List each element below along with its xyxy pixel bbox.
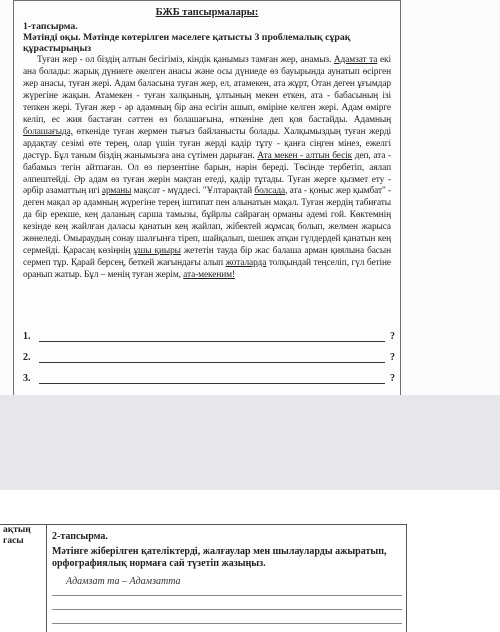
worksheet-page-2 — [0, 490, 500, 631]
answer-line — [39, 383, 385, 384]
passage-text: толқындай теңселіп, гүл бетіне оранып жатыр. Бұл – менің туған жерім, — [23, 258, 391, 281]
passage-text: мақсат - мүддесі. "Ұлтарақтай — [131, 186, 255, 197]
passage-underlined: ата-мекеним! — [183, 270, 236, 281]
passage-underlined: Адамзат та — [333, 55, 378, 65]
passage-text: жететін тауда бір жас балаша арман қиялына басын сермеп тұр. Қарай берсең, беткей жағындағы алып — [23, 246, 391, 269]
writing-line[interactable] — [52, 595, 402, 596]
reading-passage — [23, 55, 391, 282]
passage-underlined: болсада — [254, 186, 286, 197]
answer-line — [39, 362, 385, 363]
left-cell-text: гасы — [3, 536, 24, 546]
passage-underlined: жоталарда — [225, 258, 267, 269]
passage-underlined: арманы — [101, 186, 132, 197]
task-2-instruction: Мәтінге жіберілген қателіктерді, жалғаулар мен шылауларды ажыратып, орфографиялық нормаға сай түзетіп жазыңыз. — [52, 546, 387, 569]
passage-text: , ата - қоныс жер қымбат" - деген мақал әр адамның жүрегіне терең іштипат пен алынатын мақал. Туған жердің табиғаты да бір ерекше, кең даланың сарша тамызы, бұйрлы сайрағаң орманы әдемі гой. Көктемнің кезінде кең жайлған даласы қанатын кең жайлап, жібектей жұмсақ болып, желмен жарыса жөнеледі. Омыраудың сонау шалғынға тіреп, шайқалып, шешек атқан гүлдердей қанатын кең сермейді. Қарасаң көзіңнің — [23, 186, 392, 257]
task-1-heading — [23, 21, 393, 54]
task-1-box — [13, 0, 401, 396]
page-gap — [0, 395, 500, 490]
passage-text: деп, ата - бабамыз тегін айтпаған. Ол өз перзентіне барын, нәрін береді. Төсінде тербетіп, аялап әлпештейді. Әр адам өз туған жерін мақтан етеді, қадір тұтады. Туған жерге қызмет ету - әрбір азаматтың игі — [23, 150, 391, 197]
answer-line — [39, 341, 385, 342]
passage-text: өткеніде туған жермен тығыз байланысты болады. Халқымыздың туған жерді ардақтау сезімі өте терең, олар үшін туған жерді кадір тұту - қанға сіңген мінез, ежелгі дәстүр. Бұл таным біздің жанымызға ана сүтімен дарыған. — [23, 126, 391, 161]
task-1-label: 1-тапсырма. — [23, 21, 78, 32]
task-2-label: 2-тапсырма. — [52, 531, 108, 542]
passage-underlined: болашағыда, — [23, 126, 73, 137]
task-2-example: Адамзат та – Адамзатта — [66, 576, 181, 587]
passage-text: Туған жер - ол біздің алтын бесігіміз, кіндік қанымыз тамған жер, анамыз. — [37, 55, 334, 65]
writing-line[interactable] — [52, 623, 402, 624]
question-1-line[interactable] — [23, 331, 395, 343]
task-2-box — [46, 524, 407, 632]
task-1-instruction: Мәтінді оқы. Мәтінде көтерілген мәселеге қатысты 3 проблемалық сұрақ құрастырыңыз — [23, 32, 351, 54]
writing-line[interactable] — [52, 609, 402, 610]
left-cell-text: ақтың — [3, 525, 31, 535]
passage-text: екі ана болады: жарық дүниеге әкелген анасы және осы дүниеде өз бауырында аунатып өсірген жер анасы, туған жері. Адам баласына туған жер, ел, атамекен, ата жұрт, Отан деген ұғымдар жүрегіне жақын. Атамекен - туған халқының, ұлтының мекен еткен, ата - бабасының ізі тепкен жері. Туған жер - әр адамның бір ана есігін ашып, өміріне келген жері. Адам өмірге келіп, ес жия бастаған сәттен өз болашағына, өткеніне деп қоя бастайды. Адамның — [23, 55, 391, 125]
question-mark: ? — [390, 331, 395, 342]
passage-underlined: ұшы қиыры — [133, 246, 181, 257]
question-number: 1. — [23, 331, 31, 342]
question-mark: ? — [390, 352, 395, 363]
question-number: 3. — [23, 373, 31, 384]
question-number: 2. — [23, 352, 31, 363]
question-mark: ? — [390, 373, 395, 384]
left-table-cell — [0, 524, 47, 632]
question-2-line[interactable] — [23, 352, 395, 364]
worksheet-header: БЖБ тапсырмалары: — [155, 7, 259, 18]
passage-underlined: Ата мекен - алтын бесік — [257, 150, 353, 161]
question-3-line[interactable] — [23, 373, 395, 385]
